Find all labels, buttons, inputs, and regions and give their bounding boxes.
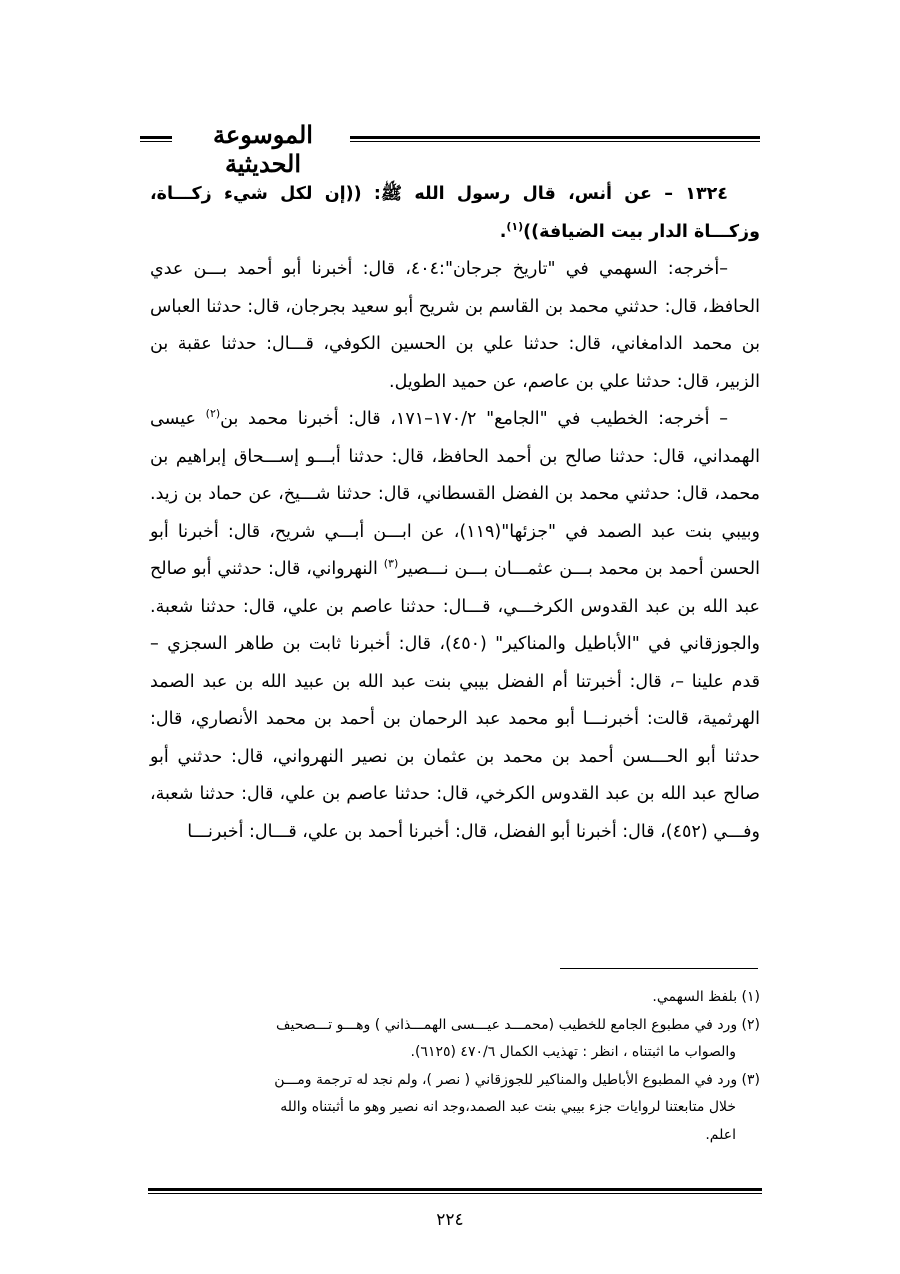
header-title: الموسوعة الحديثية bbox=[213, 120, 313, 178]
takhrij-2-part-c: النهرواني، قال: حدثني أبو صالح عبد الله بن عبد القدوس الكرخـــي، قـــال: حدثنا عاصم بن علي، قال: حدثنا شعبة. والجوزقاني في "الأباطيل والمناكير" (٤٥٠)، قال: أخبرنا ثابت بن طاهر السجزي – قدم علينا –، قال: أخبرتنا أم الفضل بيبي بنت عبد الله بن عبيد الله بن عبد الصمد الهرثمية، قالت: أخبرنـــا أبو محمد عبد الرحمان بن أحمد بن محمد الأنصاري، قال: حدثنا أبو الحـــسن أحمد بن محمد بن عثمان بن نصير النهرواني، قال: حدثني أبو صالح عبد الله بن عبد القدوس الكرخي، قال: حدثنا عاصم بن علي، قال: حدثنا شعبة، وفـــي (٤٥٢)، قال: أخبرنا أبو الفضل، قال: أخبرنا أحمد بن علي، قـــال: أخبرنـــا bbox=[150, 559, 761, 842]
takhrij-2-part-b: عيسى الهمداني، قال: حدثنا صالح بن أحمد الحافظ، قال: حدثنا أبـــو إســـحاق إبراهيم بن محمد، قال: حدثني محمد بن الفضل القسطاني، قال: حدثنا شـــيخ، عن حماد بن زيد. وبيبي بنت عبد الصمد في "جزئها"(١١٩)، عن ابـــن أبـــي شريح، قال: أخبرنا أبو الحسن أحمد بن محمد بـــن عثمـــان بـــن نـــصير bbox=[150, 409, 760, 579]
takhrij-2-part-a: – أخرجه: الخطيب في "الجامع" ١٧٠/٢–١٧١، قال: أخبرنا محمد بن bbox=[220, 409, 728, 429]
footnote-3-line-2: خلال متابعتنا لروايات جزء بيبي بنت عبد الصمد،وجد انه نصير وهو ما أثبتناه والله bbox=[280, 1099, 736, 1115]
header-rule-right bbox=[350, 136, 760, 142]
footnote-1: (١) بلفظ السهمي. bbox=[652, 989, 760, 1005]
hadith-paragraph bbox=[150, 176, 760, 251]
footnote-3-line-1: (٣) ورد في المطبوع الأباطيل والمناكير للجوزقاني ( نصر )، ولم نجد له ترجمة ومـــن bbox=[274, 1071, 760, 1088]
hadith-end: . bbox=[499, 221, 507, 242]
hadith-text: ١٣٢٤ – عن أنس، قال رسول الله ﷺ: ((إن لكل شيء زكـــاة، وزكـــاة الدار بيت الضيافة)) bbox=[150, 184, 760, 242]
footnote-2-line-1: (٢) ورد في مطبوع الجامع للخطيب (محمـــد عيـــسى الهمـــذاني ) وهـــو تـــصحيف bbox=[276, 1016, 760, 1033]
takhrij-paragraph-2 bbox=[150, 401, 760, 851]
page-number: ٢٢٤ bbox=[436, 1210, 464, 1230]
footnote-ref-3: (٣) bbox=[383, 557, 399, 571]
bottom-rule bbox=[148, 1188, 762, 1194]
footnote-ref-2: (٢) bbox=[205, 407, 221, 421]
header-rule-left bbox=[140, 136, 172, 142]
footnote-separator bbox=[560, 968, 758, 969]
footnotes bbox=[148, 984, 760, 1149]
footnote-ref-1: (١) bbox=[506, 219, 524, 233]
running-header bbox=[140, 118, 760, 178]
main-text bbox=[150, 176, 760, 851]
takhrij-paragraph-1: –أخرجه: السهمي في "تاريخ جرجان":٤٠٤، قال: أخبرنا أبو أحمد بـــن عدي الحافظ، قال: حدثني محمد بن القاسم بن شريح أبو سعيد بجرجان، قال: حدثنا العباس بن محمد الدامغاني، قال: حدثنا علي بن الحسين الكوفي، قـــال: حدثنا عقبة بن الزبير، قال: حدثنا علي بن عاصم، عن حميد الطويل. bbox=[150, 259, 760, 392]
footnote-2-line-2: والصواب ما اثبتناه ، انظر : تهذيب الكمال ٤٧٠/٦ (٦١٢٥). bbox=[410, 1044, 736, 1060]
footnote-3-line-3: اعلم. bbox=[705, 1126, 736, 1143]
